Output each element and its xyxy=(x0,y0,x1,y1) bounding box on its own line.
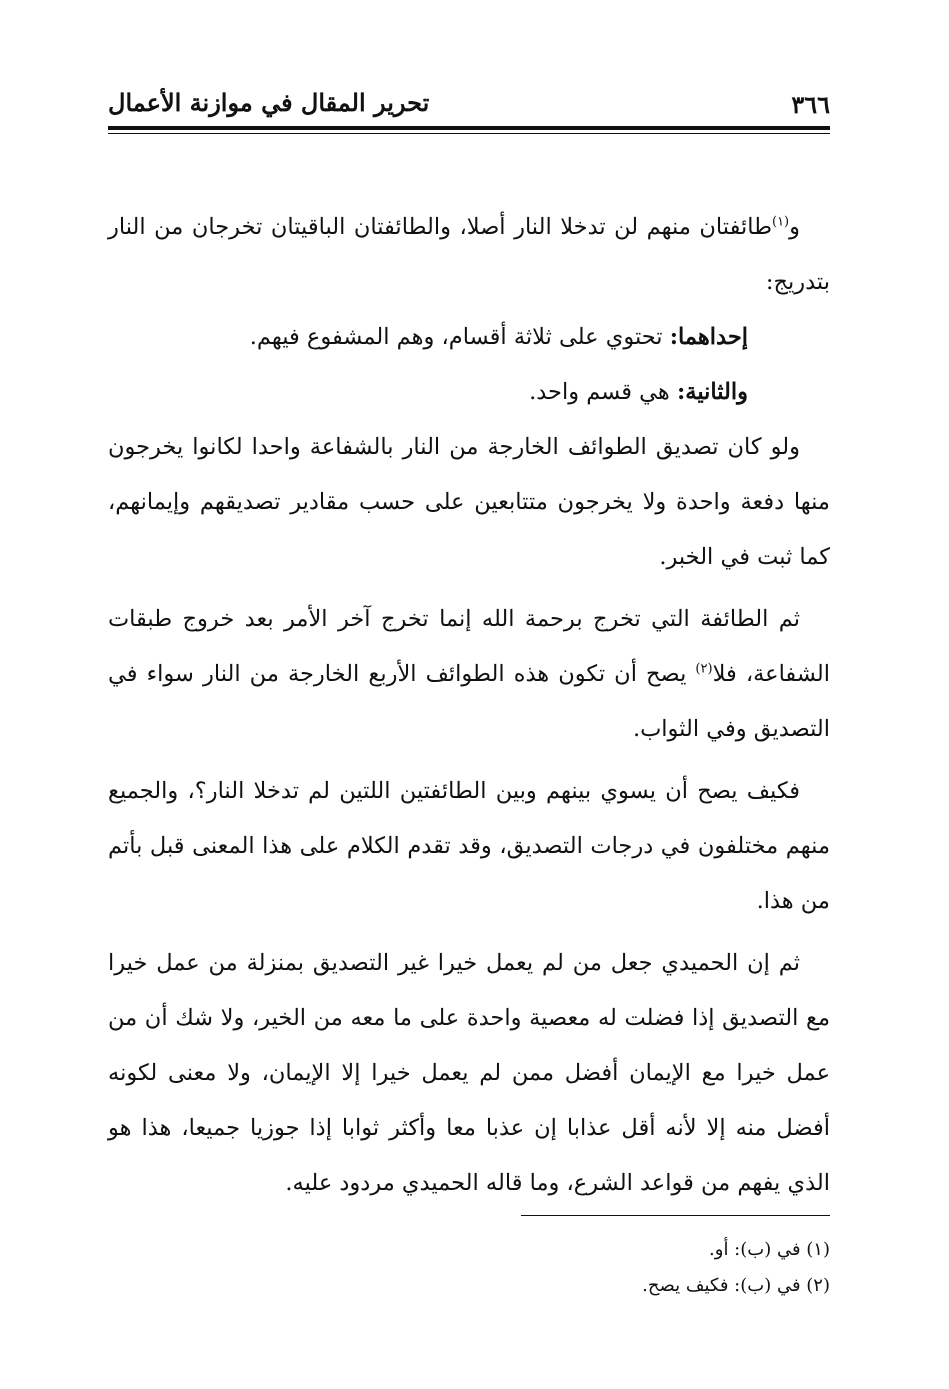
paragraph-3-text: هي قسم واحد. xyxy=(529,379,677,405)
paragraph-5-text-a: ثم الطائفة التي تخرج برحمة الله إنما تخرج آخر الأمر بعد خروج طبقات الشفاعة، فلا xyxy=(108,606,830,687)
paragraph-6: فكيف يصح أن يسوي بينهم وبين الطائفتين اللتين لم تدخلا النار؟، والجميع منهم مختلفون في درجات التصديق، وقد تقدم الكلام على هذا المعنى قبل بأتم من هذا. xyxy=(108,778,830,914)
paragraph-3 xyxy=(108,365,830,420)
paragraph-1 xyxy=(108,200,830,310)
footnote-ref-1: (١) xyxy=(771,214,790,230)
body-text xyxy=(108,200,830,1218)
footnote-separator xyxy=(521,1215,830,1216)
footnote-2: (٢) في (ب): فكيف يصح. xyxy=(642,1275,830,1296)
paragraph-5-text-b: يصح أن تكون هذه الطوائف الأربع الخارجة من النار سواء في التصديق وفي الثواب. xyxy=(108,661,830,742)
paragraph-7: ثم إن الحميدي جعل من لم يعمل خيرا غير التصديق بمنزلة من عمل خيرا مع التصديق إذا فضلت له معصية واحدة على ما معه من الخير، ولا شك أن من عمل خيرا مع الإيمان أفضل ممن لم يعمل خيرا إلا الإيمان، ولا معنى لكونه أفضل منه إلا لأنه أقل عذابا إن عذبا معا وأكثر ثوابا إذا جوزيا جميعا، هذا هو الذي يفهم من قواعد الشرع، وما قاله الحميدي مردود عليه. xyxy=(108,950,830,1196)
footnote-1: (١) في (ب): أو. xyxy=(709,1239,830,1260)
paragraph-2 xyxy=(108,310,830,365)
footnote-ref-2: (٢) xyxy=(695,661,713,677)
paragraph-1-text: طائفتان منهم لن تدخلا النار أصلا، والطائفتان الباقيتان تخرجان من النار بتدريج: xyxy=(108,214,830,295)
paragraph-5 xyxy=(108,592,830,757)
running-title: تحرير المقال في موازنة الأعمال xyxy=(108,88,430,117)
header-rule-thin xyxy=(108,133,830,134)
paragraph-4: ولو كان تصديق الطوائف الخارجة من النار بالشفاعة واحدا لكانوا يخرجون منها دفعة واحدة ولا يخرجون متتابعين على حسب مقادير تصديقهم وإيمانهم، كما ثبت في الخبر. xyxy=(108,434,830,570)
paragraph-3-label: والثانية: xyxy=(676,379,748,405)
paragraph-2-text: تحتوي على ثلاثة أقسام، وهم المشفوع فيهم. xyxy=(249,324,670,350)
paragraph-2-label: إحداهما: xyxy=(669,324,748,350)
paragraph-1-lead: و xyxy=(789,214,800,240)
header-rule-thick xyxy=(108,126,830,130)
footnotes xyxy=(108,1232,830,1304)
page-header xyxy=(108,84,830,124)
page-number: ٣٦٦ xyxy=(791,90,830,119)
